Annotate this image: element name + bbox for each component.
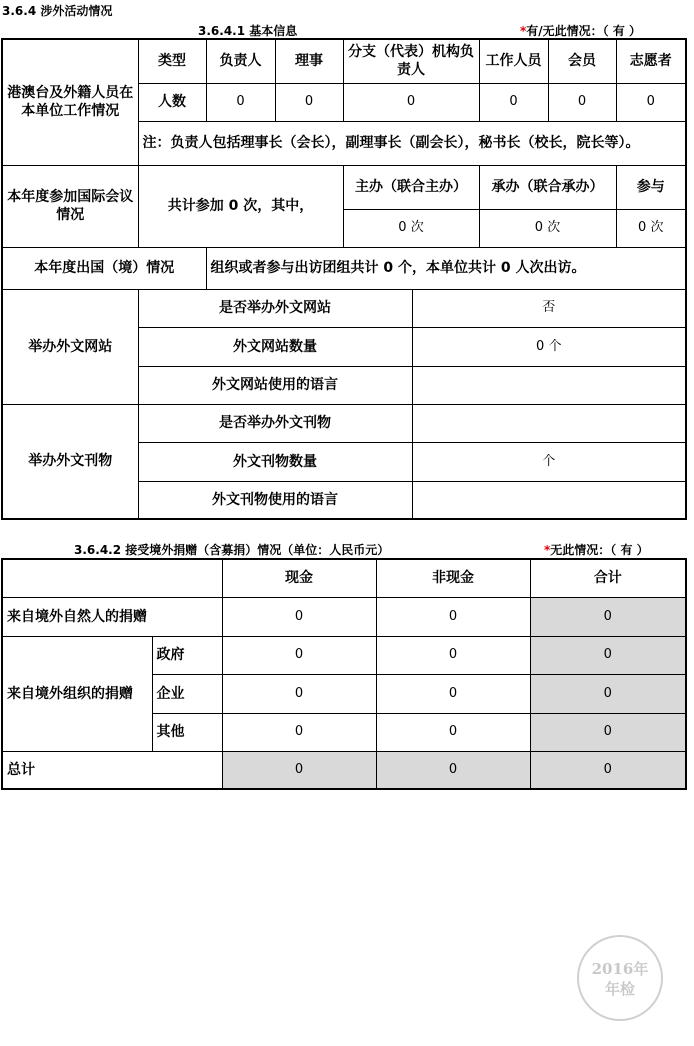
publication-value-has: [412, 404, 686, 442]
donations-table: [1, 558, 687, 790]
government-total: 0: [530, 636, 686, 674]
organization-government-label: 政府: [152, 636, 222, 674]
publication-label-language: 外文刊物使用的语言: [138, 481, 412, 519]
publication-label-count: 外文刊物数量: [138, 442, 412, 481]
staff-count-label: 人数: [138, 83, 206, 121]
staff-header-volunteer: 志愿者: [616, 39, 686, 83]
donations-status: [544, 541, 649, 558]
staff-value-branch: 0: [343, 83, 479, 121]
publication-value-count: 个: [412, 442, 686, 481]
donations-header-cash: 现金: [222, 559, 376, 597]
enterprise-noncash: 0: [376, 674, 530, 713]
donations-title: 3.6.4.2 接受境外捐赠（含募捐）情况（单位：人民币元）: [74, 543, 390, 557]
outbound-row-label: 本年度出国（境）情况: [2, 247, 206, 289]
donations-status-label: 无此情况：（ 有 ）: [550, 543, 649, 557]
basic-info-title: 3.6.4.1 基本信息: [198, 24, 298, 38]
organization-other-label: 其他: [152, 713, 222, 751]
organization-label: 来自境外组织的捐赠: [2, 636, 152, 751]
annual-inspection-stamp: [577, 935, 663, 1021]
other-noncash: 0: [376, 713, 530, 751]
individual-noncash: 0: [376, 597, 530, 636]
enterprise-total: 0: [530, 674, 686, 713]
staff-value-director: 0: [275, 83, 343, 121]
publication-label-has: 是否举办外文刊物: [138, 404, 412, 442]
staff-header-director: 理事: [275, 39, 343, 83]
staff-header-member: 会员: [548, 39, 616, 83]
stamp-label: 年检: [604, 980, 635, 998]
meetings-value-participate: 0 次: [616, 209, 686, 247]
donations-corner: [2, 559, 222, 597]
staff-type-label: 类型: [138, 39, 206, 83]
meetings-header-host: 主办（联合主办）: [343, 165, 479, 209]
staff-value-employee: 0: [479, 83, 548, 121]
donations-header-noncash: 非现金: [376, 559, 530, 597]
individual-label: 来自境外自然人的捐赠: [2, 597, 222, 636]
website-label-language: 外文网站使用的语言: [138, 366, 412, 404]
section-title: 3.6.4 涉外活动情况: [2, 4, 113, 18]
other-cash: 0: [222, 713, 376, 751]
basic-info-table: [1, 38, 687, 520]
grand-total-cash: 0: [222, 751, 376, 789]
donations-header-total: 合计: [530, 559, 686, 597]
grand-total-total: 0: [530, 751, 686, 789]
government-cash: 0: [222, 636, 376, 674]
staff-value-volunteer: 0: [616, 83, 686, 121]
meetings-total-text: 共计参加 0 次，其中，: [138, 165, 343, 247]
publication-value-language: [412, 481, 686, 519]
website-value-count: 0 个: [412, 327, 686, 366]
website-value-language: [412, 366, 686, 404]
basic-info-status-label: 有/无此情况：（ 有 ）: [526, 24, 642, 38]
staff-value-member: 0: [548, 83, 616, 121]
stamp-year: 2016年: [591, 960, 649, 978]
meetings-row-label: 本年度参加国际会议情况: [2, 165, 138, 247]
government-noncash: 0: [376, 636, 530, 674]
staff-header-leader: 负责人: [206, 39, 275, 83]
staff-value-leader: 0: [206, 83, 275, 121]
organization-enterprise-label: 企业: [152, 674, 222, 713]
website-value-has: 否: [412, 289, 686, 327]
staff-header-employee: 工作人员: [479, 39, 548, 83]
staff-note: 注：负责人包括理事长（会长），副理事长（副会长），秘书长（校长，院长等）。: [138, 121, 686, 165]
staff-row-label: 港澳台及外籍人员在本单位工作情况: [2, 39, 138, 165]
required-asterisk: *: [544, 543, 551, 557]
meetings-header-organize: 承办（联合承办）: [479, 165, 616, 209]
publication-row-label: 举办外文刊物: [2, 404, 138, 519]
meetings-value-organize: 0 次: [479, 209, 616, 247]
meetings-value-host: 0 次: [343, 209, 479, 247]
outbound-text: 组织或者参与出访团组共计 0 个，本单位共计 0 人次出访。: [206, 247, 686, 289]
other-total: 0: [530, 713, 686, 751]
individual-total: 0: [530, 597, 686, 636]
grand-total-label: 总计: [2, 751, 222, 789]
website-label-count: 外文网站数量: [138, 327, 412, 366]
individual-cash: 0: [222, 597, 376, 636]
grand-total-noncash: 0: [376, 751, 530, 789]
website-label-has: 是否举办外文网站: [138, 289, 412, 327]
website-row-label: 举办外文网站: [2, 289, 138, 404]
basic-info-status: [520, 22, 641, 39]
meetings-header-participate: 参与: [616, 165, 686, 209]
required-asterisk: *: [520, 24, 527, 38]
enterprise-cash: 0: [222, 674, 376, 713]
staff-header-branch: 分支（代表）机构负责人: [343, 39, 479, 83]
